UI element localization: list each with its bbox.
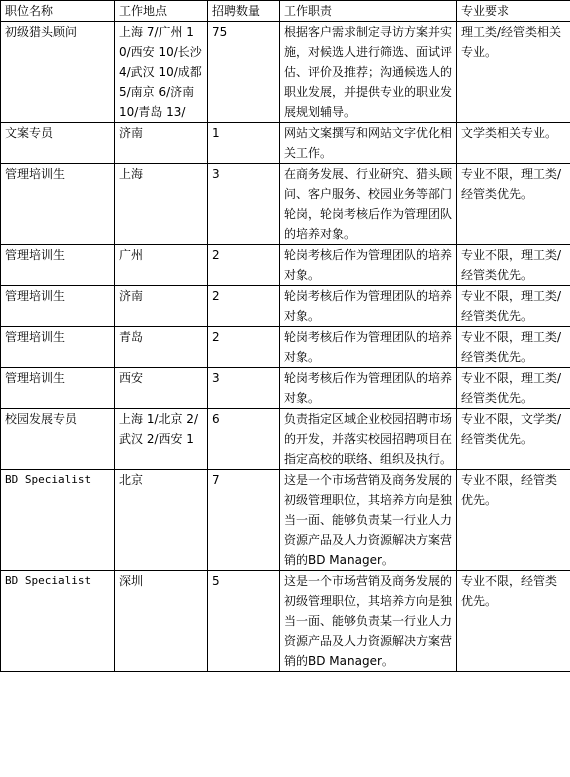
table-row (1, 470, 570, 571)
cell-duties: 网站文案撰写和网站文字优化相关工作。 (280, 123, 457, 164)
cell-duties: 轮岗考核后作为管理团队的培养对象。 (280, 368, 457, 409)
table-row (1, 22, 570, 123)
cell-location: 上海 7/广州 10/西安 10/长沙 4/武汉 10/成都 5/南京 6/济南 10/青岛 13/ (115, 22, 208, 123)
cell-major: 专业不限，经管类优先。 (457, 571, 570, 672)
cell-position: BD Specialist (1, 571, 115, 672)
header-major: 专业要求 (457, 1, 570, 22)
cell-position: 管理培训生 (1, 164, 115, 245)
cell-headcount: 2 (208, 245, 280, 286)
cell-major: 专业不限，理工类/经管类优先。 (457, 368, 570, 409)
header-headcount: 招聘数量 (208, 1, 280, 22)
header-row (1, 1, 570, 22)
cell-position: 管理培训生 (1, 245, 115, 286)
cell-duties: 这是一个市场营销及商务发展的初级管理职位，其培养方向是独当一面、能够负责某一行业人力资源产品及人力资源解决方案营销的BD Manager。 (280, 470, 457, 571)
cell-headcount: 1 (208, 123, 280, 164)
cell-headcount: 7 (208, 470, 280, 571)
cell-location: 济南 (115, 123, 208, 164)
cell-position: 初级猎头顾问 (1, 22, 115, 123)
cell-duties: 轮岗考核后作为管理团队的培养对象。 (280, 327, 457, 368)
table-row (1, 123, 570, 164)
cell-position: 管理培训生 (1, 286, 115, 327)
cell-location: 青岛 (115, 327, 208, 368)
cell-duties: 轮岗考核后作为管理团队的培养对象。 (280, 245, 457, 286)
header-location: 工作地点 (115, 1, 208, 22)
cell-location: 北京 (115, 470, 208, 571)
cell-duties: 根据客户需求制定寻访方案并实施，对候选人进行筛选、面试评估、评价及推荐；沟通候选人的职业发展，并提供专业的职业发展规划辅导。 (280, 22, 457, 123)
table-row (1, 571, 570, 672)
cell-location: 深圳 (115, 571, 208, 672)
table-row (1, 245, 570, 286)
table-row (1, 327, 570, 368)
cell-major: 文学类相关专业。 (457, 123, 570, 164)
cell-major: 理工类/经管类相关专业。 (457, 22, 570, 123)
cell-duties: 负责指定区域企业校园招聘市场的开发，并落实校园招聘项目在指定高校的联络、组织及执行。 (280, 409, 457, 470)
cell-duties: 这是一个市场营销及商务发展的初级管理职位，其培养方向是独当一面、能够负责某一行业人力资源产品及人力资源解决方案营销的BD Manager。 (280, 571, 457, 672)
cell-headcount: 2 (208, 327, 280, 368)
cell-duties: 轮岗考核后作为管理团队的培养对象。 (280, 286, 457, 327)
cell-headcount: 6 (208, 409, 280, 470)
cell-major: 专业不限，文学类/经管类优先。 (457, 409, 570, 470)
cell-location: 济南 (115, 286, 208, 327)
cell-duties: 在商务发展、行业研究、猎头顾问、客户服务、校园业务等部门轮岗，轮岗考核后作为管理团队的培养对象。 (280, 164, 457, 245)
cell-location: 上海 1/北京 2/武汉 2/西安 1 (115, 409, 208, 470)
cell-headcount: 5 (208, 571, 280, 672)
cell-position: 管理培训生 (1, 327, 115, 368)
table-row (1, 368, 570, 409)
cell-headcount: 75 (208, 22, 280, 123)
cell-location: 上海 (115, 164, 208, 245)
header-duties: 工作职责 (280, 1, 457, 22)
cell-major: 专业不限，理工类/经管类优先。 (457, 286, 570, 327)
cell-headcount: 3 (208, 164, 280, 245)
table-row (1, 286, 570, 327)
cell-major: 专业不限，理工类/经管类优先。 (457, 245, 570, 286)
cell-location: 西安 (115, 368, 208, 409)
cell-position: 管理培训生 (1, 368, 115, 409)
cell-headcount: 2 (208, 286, 280, 327)
cell-position: 文案专员 (1, 123, 115, 164)
cell-major: 专业不限，理工类/经管类优先。 (457, 327, 570, 368)
cell-position: 校园发展专员 (1, 409, 115, 470)
cell-position: BD Specialist (1, 470, 115, 571)
header-position: 职位名称 (1, 1, 115, 22)
cell-major: 专业不限，经管类优先。 (457, 470, 570, 571)
table-row (1, 409, 570, 470)
cell-major: 专业不限，理工类/经管类优先。 (457, 164, 570, 245)
table-row (1, 164, 570, 245)
cell-location: 广州 (115, 245, 208, 286)
cell-headcount: 3 (208, 368, 280, 409)
